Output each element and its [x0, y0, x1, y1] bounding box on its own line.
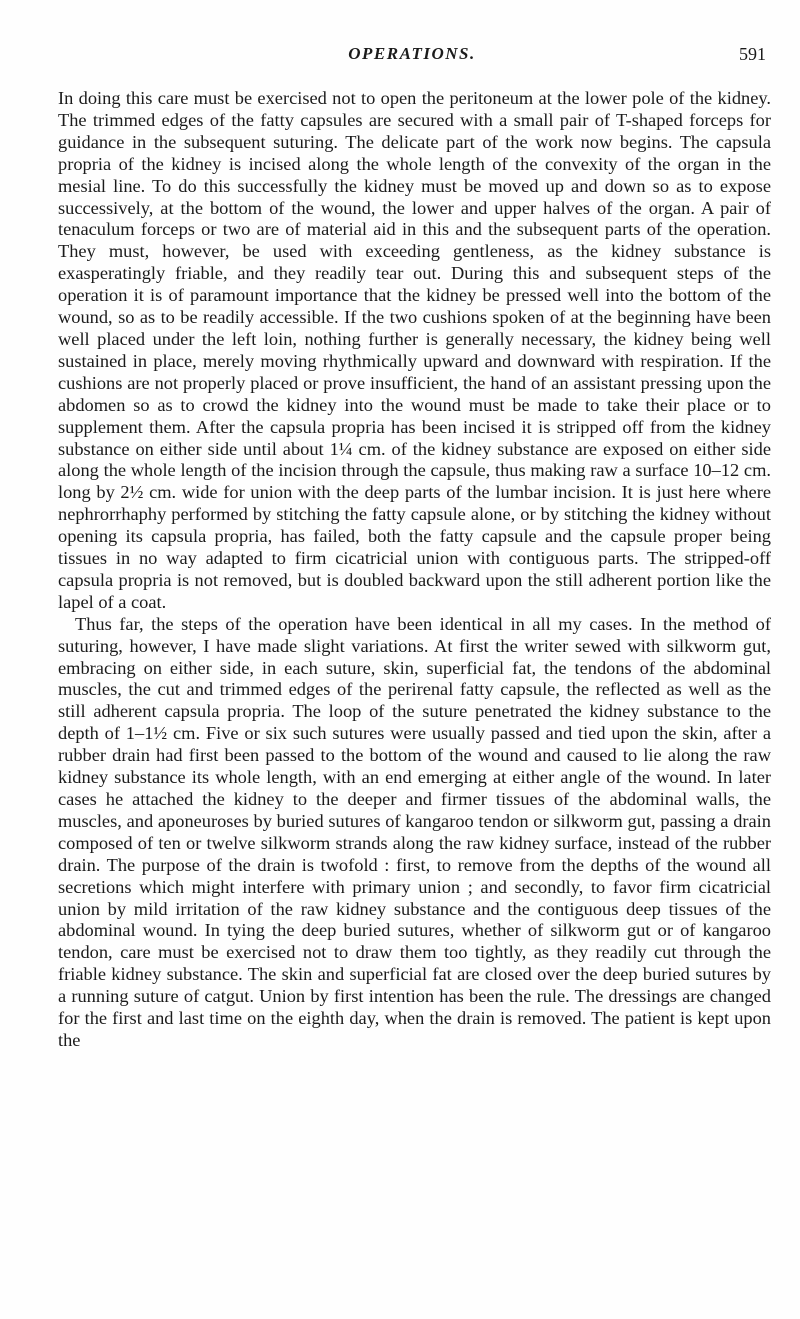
body-text	[58, 88, 771, 1310]
running-head-title: OPERATIONS.	[348, 44, 476, 63]
paragraph: Thus far, the steps of the operation have been identical in all my cases. In the method of suturing, however, I have made slight variations. At first the writer sewed with silkworm gut, embracing on either side, in each suture, skin, superficial fat, the tendons of the abdominal muscles, the cut and trimmed edges of the perirenal fatty capsule, the reflected as well as the still adherent capsula propria. The loop of the suture penetrated the kidney substance to the depth of 1–1½ cm. Five or six such sutures were usually passed and tied upon the skin, after a rubber drain had first been passed to the bottom of the wound and caused to lie along the raw kidney substance its whole length, with an end emerging at either angle of the wound. In later cases he attached the kidney to the deeper and firmer tissues of the abdominal walls, the muscles, and aponeuroses by buried sutures of kangaroo tendon or silkworm gut, passing a drain composed of ten or twelve silkworm strands along the raw kidney surface, instead of the rubber drain. The purpose of the drain is twofold : first, to remove from the depths of the wound all secretions which might interfere with primary union ; and secondly, to favor firm cicatricial union by mild irritation of the raw kidney substance and the contiguous deep tissues of the abdominal wound. In tying the deep buried sutures, whether of silkworm gut or of kangaroo tendon, care must be exercised not to draw them too tightly, as they readily cut through the friable kidney substance. The skin and superficial fat are closed over the deep buried sutures by a running suture of catgut. Union by first intention has been the rule. The dressings are changed for the first and last time on the eighth day, when the drain is removed. The patient is kept upon the	[58, 613, 771, 1050]
page-number: 591	[739, 44, 766, 64]
paragraph: In doing this care must be exercised not to open the peritoneum at the lower pole of the kidney. The trimmed edges of the fatty capsules are secured with a small pair of T-shaped forceps for guidance in the subsequent suturing. The delicate part of the work now begins. The capsula propria of the kidney is incised along the whole length of the convexity of the organ in the mesial line. To do this successfully the kidney must be moved up and down so as to expose successively, at the bottom of the wound, the lower and upper halves of the organ. A pair of tenaculum forceps or two are of material aid in this and the subsequent parts of the operation. They must, however, be used with exceeding gentleness, as the kidney substance is exasperatingly friable, and they readily tear out. During this and subsequent steps of the operation it is of paramount importance that the kidney be pressed well into the bottom of the wound, so as to be readily accessible. If the two cushions spoken of at the beginning have been well placed under the left loin, nothing further is generally necessary, the kidney being well sustained in place, merely moving rhythmically upward and downward with respiration. If the cushions are not properly placed or prove insufficient, the hand of an assistant pressing upon the abdomen so as to crowd the kidney into the wound must be made to take their place or to supplement them. After the capsula propria has been incised it is stripped off from the kidney substance on either side until about 1¼ cm. of the kidney substance are exposed on either side along the whole length of the incision through the capsule, thus making raw a surface 10–12 cm. long by 2½ cm. wide for union with the deep parts of the lumbar incision. It is just here where nephrorrhaphy performed by stitching the fatty capsule alone, or by stitching the kidney without opening its capsula propria, has failed, both the fatty capsule and the capsule proper being tissues in no way adapted to firm cicatricial union with contiguous parts. The stripped-off capsula propria is not removed, but is doubled backward upon the still adherent portion like the lapel of a coat.	[58, 88, 771, 612]
running-head	[58, 44, 766, 68]
